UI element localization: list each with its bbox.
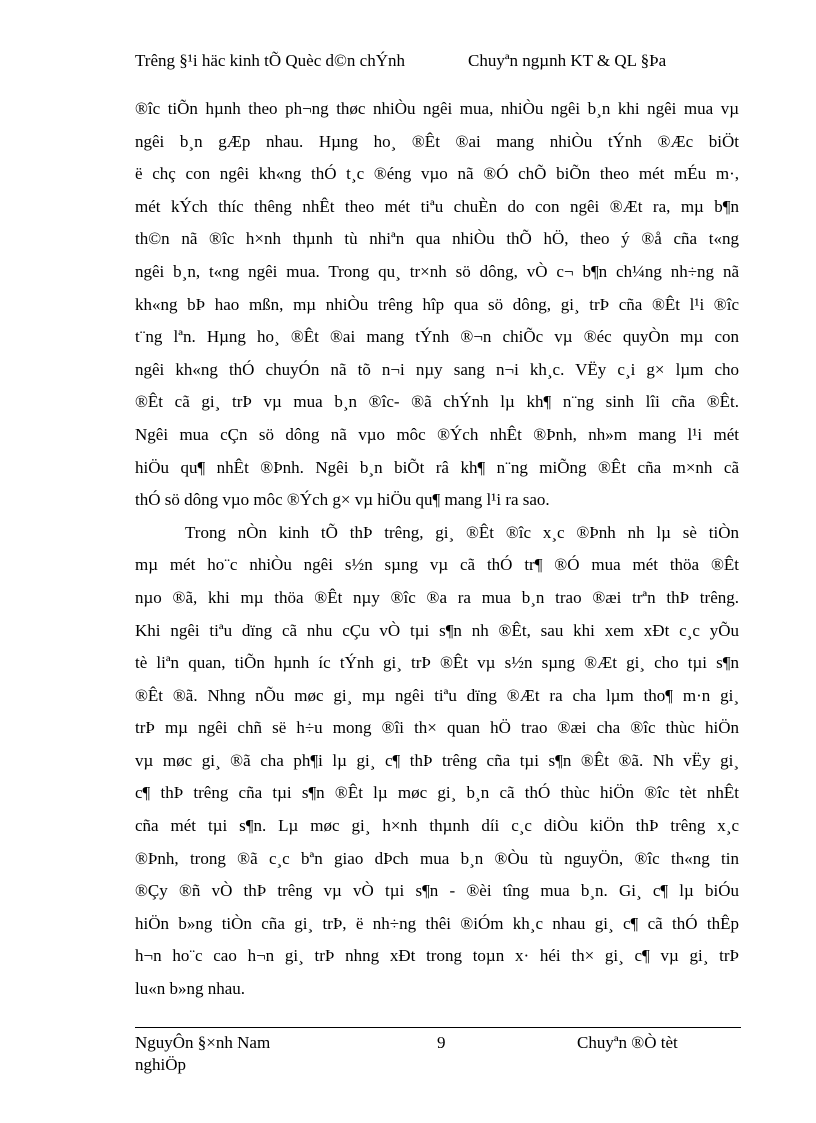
text-line: mµ mét ho¨c nhiÒu ngêi s½n sµng vµ cã thÓ tr¶ ®Ó mua mét thöa ®Êt	[135, 555, 739, 575]
text-line: hiÖu qu¶ nhÊt ®Þnh. Ngêi b¸n biÕt râ kh¶ n¨ng miÕng ®Êt cña m×nh cã	[135, 457, 739, 477]
text-line: ngêi b¸n gÆp nhau. Hµng ho¸ ®Êt ®ai mang nhiÒu tÝnh ®Æc biÖt	[135, 131, 739, 151]
text-line: lu«n b»ng nhau.	[135, 979, 246, 999]
header-major: Chuyªn ngµnh KT & QL §Þa	[468, 51, 667, 70]
page-number: 9	[437, 1033, 446, 1052]
text-line: ®Þnh, trong ®ã c¸c bªn giao dÞch mua b¸n ®Òu tù nguyÖn, ®îc th«ng tin	[135, 848, 739, 868]
text-line: c¶ thÞ trêng cña tµi s¶n ®Êt lµ møc gi¸ b¸n cã thÓ thùc hiÖn ®îc tèt nhÊt	[135, 783, 739, 803]
text-line: ë chç con ngêi kh«ng thÓ t¸c ®éng vµo nã ®Ó chÕ biÕn theo mét mÉu m·,	[135, 164, 739, 184]
text-line: kh«ng bÞ hao mßn, mµ nhiÒu trêng hîp qua sö dông, gi¸ trÞ cña ®Êt l¹i ®îc	[135, 294, 739, 314]
text-line: cña mét tµi s¶n. Lµ møc gi¸ h×nh thµnh díi c¸c diÒu kiÖn thÞ trêng x¸c	[135, 816, 739, 836]
footer-title: Chuyªn ®Ò tèt	[577, 1033, 678, 1052]
header-university: Trêng §¹i häc kinh tÕ Quèc d©n chÝnh	[135, 51, 405, 70]
text-line: Trong nÒn kinh tÕ thÞ trêng, gi¸ ®Êt ®îc x¸c ®Þnh nh lµ sè tiÒn	[185, 522, 739, 542]
text-line: trÞ mµ ngêi chñ së h÷u mong ®îi th× quan hÖ trao ®æi cha ®îc thùc hiÖn	[135, 718, 739, 738]
text-line: ®Êt ®ã. Nhng nÕu møc gi¸ mµ ngêi tiªu dïng ®Æt ra cha lµm tho¶ m·n gi¸	[135, 685, 739, 705]
footer-author: NguyÔn §×nh Nam nghiÖp	[135, 1033, 271, 1074]
text-line: nµo ®ã, khi mµ thöa ®Êt nµy ®îc ®a ra mua b¸n trao ®æi trªn thÞ trêng.	[135, 587, 739, 607]
text-line: ®Çy ®ñ vÒ thÞ trêng vµ vÒ tµi s¶n - ®èi tîng mua b¸n. Gi¸ c¶ lµ biÓu	[135, 881, 739, 901]
text-line: vµ møc gi¸ ®ã cha ph¶i lµ gi¸ c¶ thÞ trêng cña tµi s¶n ®Êt ®ã. Nh vËy gi¸	[135, 750, 739, 770]
text-line: ngêi b¸n, t«ng ngêi mua. Trong qu¸ tr×nh sö dông, vÒ c¬ b¶n ch¼ng nh÷ng nã	[135, 261, 739, 281]
footer-divider	[135, 1027, 741, 1028]
text-line: ®îc tiÕn hµnh theo ph¬ng thøc nhiÒu ngêi mua, nhiÒu ngêi b¸n khi ngêi mua vµ	[135, 99, 739, 118]
text-line: Ngêi mua cÇn sö dông nã vµo môc ®Ých nhÊt ®Þnh, nh»m mang l¹i mét	[135, 424, 739, 444]
text-line: ®Êt cã gi¸ trÞ vµ mua b¸n ®îc- ®ã chÝnh lµ kh¶ n¨ng sinh lîi cña ®Êt.	[135, 392, 739, 412]
text-line: ngêi kh«ng thÓ chuyÓn nã tõ n¬i nµy sang n¬i kh¸c. VËy c¸i g× lµm cho	[135, 359, 739, 379]
text-line: hiÖn b»ng tiÒn cña gi¸ trÞ, ë nh÷ng thêi ®iÓm kh¸c nhau gi¸ c¶ cã thÓ thÊp	[135, 913, 739, 933]
text-line: Khi ngêi tiªu dïng cã nhu cÇu vÒ tµi s¶n nh ®Êt, sau khi xem xÐt c¸c yÕu	[135, 620, 739, 640]
body-text	[135, 93, 739, 1006]
text-line: t¨ng lªn. Hµng ho¸ ®Êt ®ai mang tÝnh ®¬n chiÕc vµ ®éc quyÒn mµ con	[135, 327, 739, 347]
text-line: tè liªn quan, tiÕn hµnh íc tÝnh gi¸ trÞ ®Êt vµ s½n sµng ®Æt gi¸ cho tµi s¶n	[135, 653, 739, 673]
text-line: thÓ sö dông vµo môc ®Ých g× vµ hiÖu qu¶ mang l¹i ra sao.	[135, 490, 550, 510]
text-line: h¬n ho¨c cao h¬n gi¸ trÞ nhng xÐt trong toµn x· héi th× gi¸ c¶ vµ gi¸ trÞ	[135, 946, 739, 966]
text-line: th©n nã ®îc h×nh thµnh tù nhiªn qua nhiÒu thÕ hÖ, theo ý ®å cña t«ng	[135, 229, 739, 249]
text-line: mét kÝch thíc thêng nhÊt theo mét tiªu chuÈn do con ngêi ®Æt ra, mµ b¶n	[135, 196, 739, 216]
